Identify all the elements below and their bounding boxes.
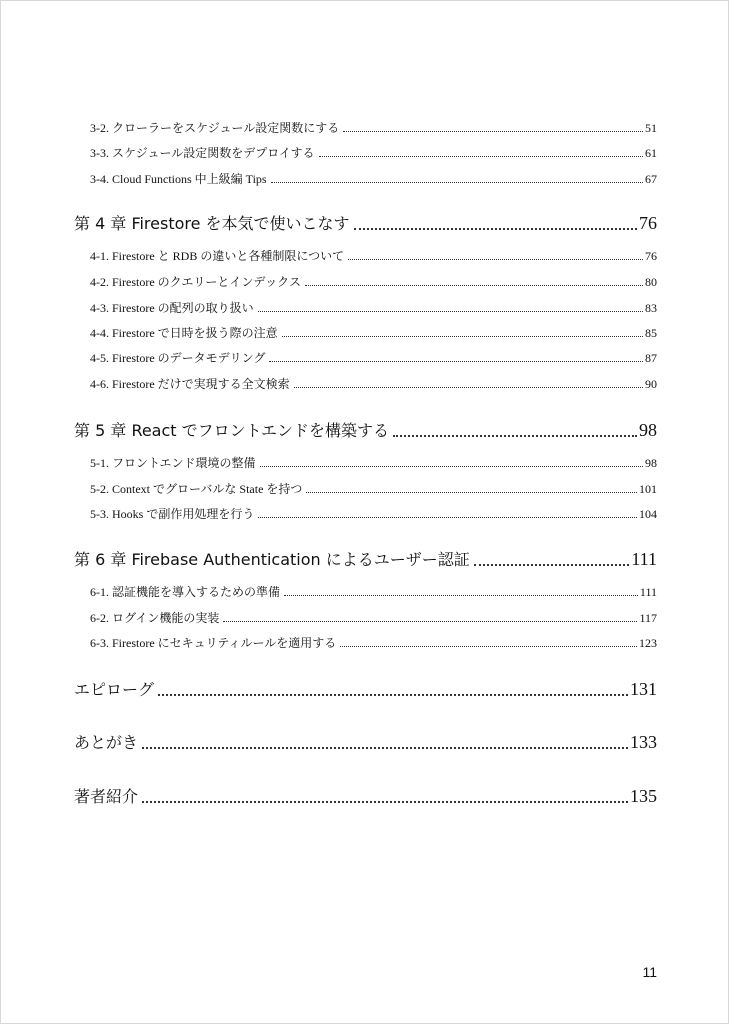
toc-chapter-entry[interactable]	[74, 678, 657, 700]
entry-page-number: 76	[639, 213, 657, 233]
entry-title: 5-1. フロントエンド環境の整備	[90, 456, 256, 470]
entry-page-number: 67	[645, 172, 657, 186]
dot-leader	[306, 492, 637, 493]
toc-section-entry[interactable]	[90, 610, 657, 626]
toc-section-entry[interactable]	[90, 300, 657, 316]
entry-page-number: 111	[631, 549, 657, 569]
dot-leader	[271, 182, 643, 183]
entry-page-number: 90	[645, 377, 657, 391]
toc-chapter-entry[interactable]	[74, 731, 657, 753]
toc-section-entry[interactable]	[90, 506, 657, 522]
entry-title: 6-3. Firestore にセキュリティルールを適用する	[90, 636, 337, 650]
toc-section-entry[interactable]	[90, 455, 657, 471]
entry-title: 4-4. Firestore で日時を扱う際の注意	[90, 326, 278, 340]
toc-section-entry[interactable]	[90, 584, 657, 600]
entry-page-number: 80	[645, 275, 657, 289]
entry-page-number: 117	[639, 611, 657, 625]
dot-leader	[258, 311, 643, 312]
toc-section-entry[interactable]	[90, 145, 657, 161]
toc-section-entry[interactable]	[90, 171, 657, 187]
entry-title: 4-6. Firestore だけで実現する全文検索	[90, 377, 290, 391]
entry-page-number: 104	[639, 507, 657, 521]
entry-title: 第 4 章 Firestore を本気で使いこなす	[74, 214, 350, 233]
entry-title: 3-3. スケジュール設定関数をデプロイする	[90, 146, 315, 160]
toc-section-entry[interactable]	[90, 120, 657, 136]
entry-page-number: 61	[645, 146, 657, 160]
entry-title: 6-2. ログイン機能の実装	[90, 611, 220, 625]
dot-leader	[142, 801, 628, 803]
entry-page-number: 133	[630, 732, 657, 752]
entry-page-number: 98	[645, 456, 657, 470]
entry-page-number: 87	[645, 351, 657, 365]
dot-leader	[343, 131, 643, 132]
entry-page-number: 135	[630, 786, 657, 806]
entry-title: 6-1. 認証機能を導入するための準備	[90, 585, 280, 599]
toc-section-entry[interactable]	[90, 350, 657, 366]
entry-page-number: 123	[639, 636, 657, 650]
toc-chapter-entry[interactable]	[74, 419, 657, 441]
toc-section-entry[interactable]	[90, 248, 657, 264]
entry-title: 第 5 章 React でフロントエンドを構築する	[74, 421, 390, 440]
entry-title: 4-3. Firestore の配列の取り扱い	[90, 301, 254, 315]
dot-leader	[142, 747, 628, 749]
toc-section-entry[interactable]	[90, 635, 657, 651]
dot-leader	[269, 361, 643, 362]
entry-title: 4-5. Firestore のデータモデリング	[90, 351, 266, 365]
entry-title: 第 6 章 Firebase Authentication によるユーザー認証	[74, 550, 470, 569]
entry-title: エピローグ	[74, 680, 155, 699]
dot-leader	[319, 156, 643, 157]
toc-section-entry[interactable]	[90, 325, 657, 341]
entry-title: 3-4. Cloud Functions 中上級編 Tips	[90, 172, 267, 186]
entry-page-number: 101	[639, 482, 657, 496]
dot-leader	[258, 517, 637, 518]
toc-chapter-entry[interactable]	[74, 785, 657, 807]
entry-title: 3-2. クローラーをスケジュール設定関数にする	[90, 121, 340, 135]
dot-leader	[348, 259, 643, 260]
dot-leader	[260, 466, 643, 467]
dot-leader	[340, 646, 637, 647]
dot-leader	[158, 694, 628, 696]
entry-title: 著者紹介	[74, 787, 139, 806]
dot-leader	[223, 621, 637, 622]
entry-page-number: 83	[645, 301, 657, 315]
dot-leader	[305, 285, 643, 286]
entry-page-number: 51	[645, 121, 657, 135]
entry-page-number: 76	[645, 249, 657, 263]
dot-leader	[354, 228, 637, 230]
entry-title: 4-1. Firestore と RDB の違いと各種制限について	[90, 249, 345, 263]
toc-chapter-entry[interactable]	[74, 212, 657, 234]
entry-page-number: 98	[639, 420, 657, 440]
entry-page-number: 131	[630, 679, 657, 699]
entry-page-number: 111	[639, 585, 657, 599]
dot-leader	[284, 595, 638, 596]
entry-title: 5-3. Hooks で副作用処理を行う	[90, 507, 255, 521]
dot-leader	[294, 387, 643, 388]
page-number: 11	[642, 964, 657, 980]
toc-chapter-entry[interactable]	[74, 548, 657, 570]
dot-leader	[474, 564, 630, 566]
entry-page-number: 85	[645, 326, 657, 340]
toc-section-entry[interactable]	[90, 376, 657, 392]
entry-title: あとがき	[74, 733, 139, 752]
dot-leader	[393, 435, 637, 437]
toc-section-entry[interactable]	[90, 274, 657, 290]
dot-leader	[282, 336, 643, 337]
entry-title: 5-2. Context でグローバルな State を持つ	[90, 482, 303, 496]
entry-title: 4-2. Firestore のクエリーとインデックス	[90, 275, 302, 289]
toc-section-entry[interactable]	[90, 481, 657, 497]
